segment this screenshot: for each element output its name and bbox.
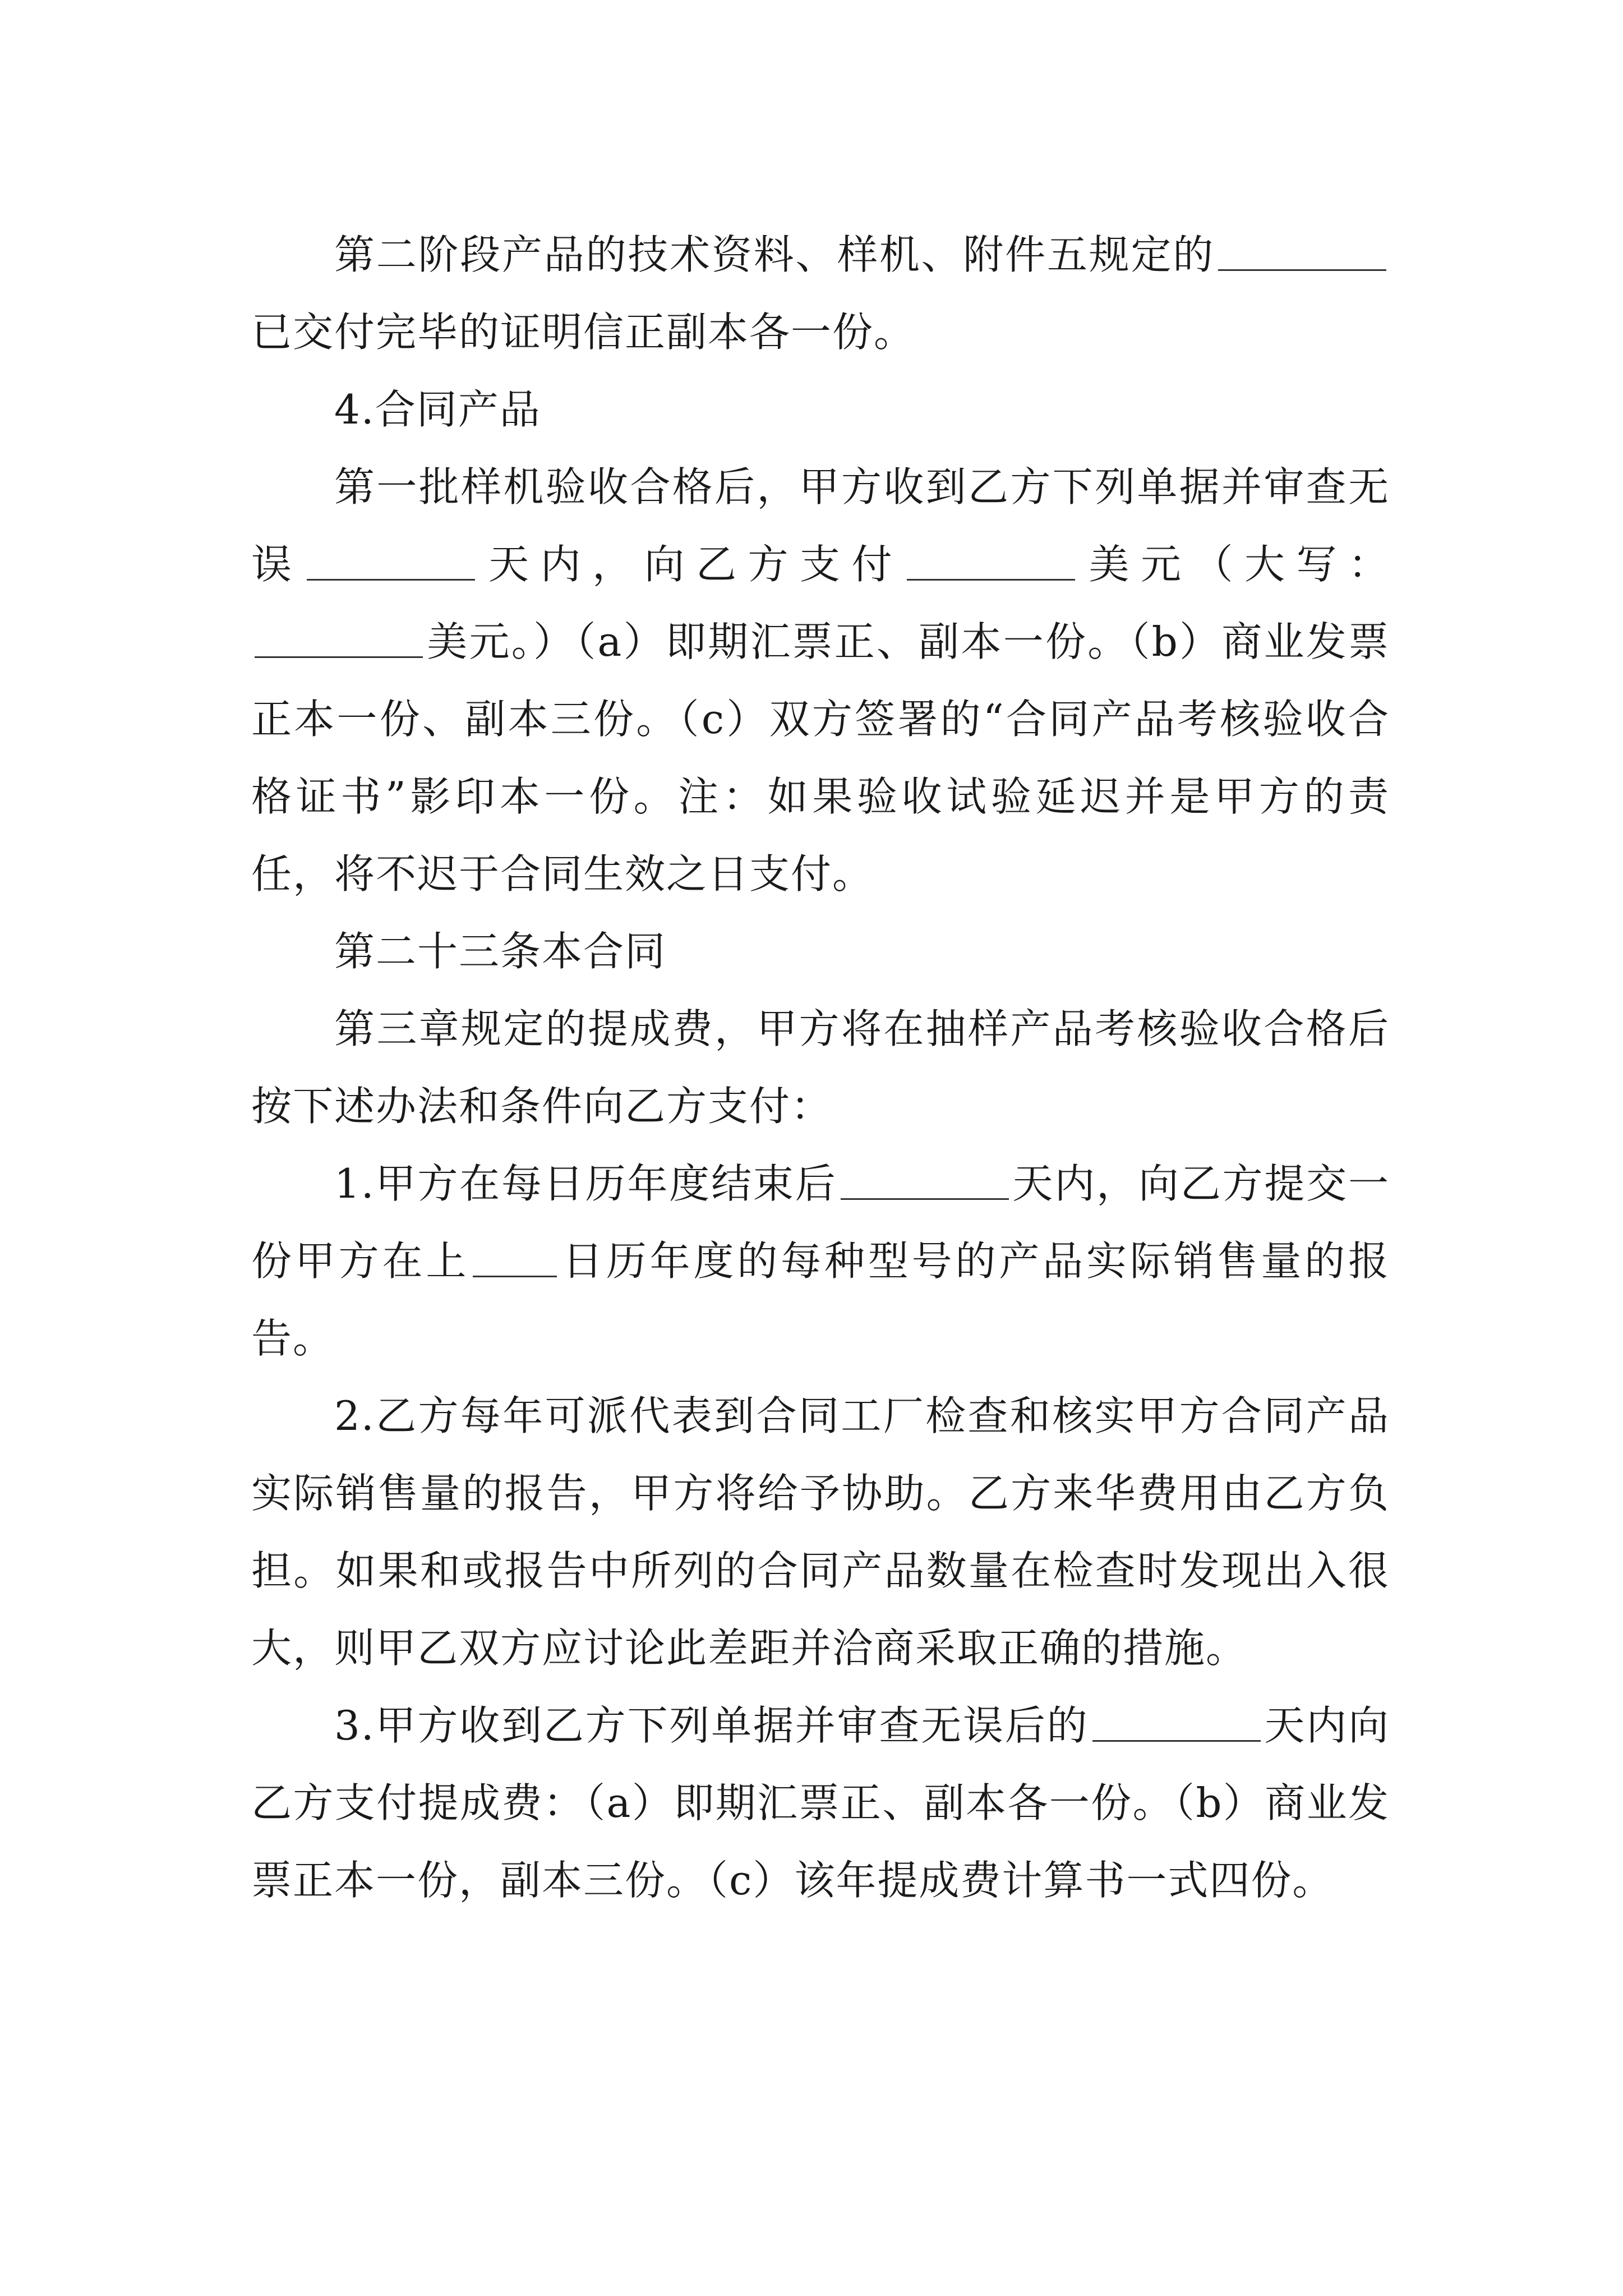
paragraph-item-2 <box>251 1377 1390 1687</box>
document-body <box>251 216 1390 1919</box>
fill-in-blank <box>307 542 475 581</box>
paragraph-text: 已交付完毕的证明信正副本各一份。 <box>251 309 916 356</box>
fill-in-blank <box>1218 233 1386 271</box>
paragraph-text: 第一批样机验收合格后，甲方收到乙方下列单据并审查无误 <box>251 463 1390 588</box>
paragraph-first-batch-payment <box>251 448 1390 913</box>
fill-in-blank <box>841 1162 1009 1200</box>
paragraph-text: 第三章规定的提成费，甲方将在抽样产品考核验收合格后按下述办法和条件向乙方支付： <box>251 1005 1390 1130</box>
paragraph-text: 第二阶段产品的技术资料、样机、附件五规定的 <box>334 231 1215 278</box>
paragraph-article-23 <box>251 913 1390 990</box>
paragraph-text: 天内，向乙方提交一份甲方在上 <box>251 1160 1390 1285</box>
paragraph-text: 第二十三条本合同 <box>334 928 667 975</box>
paragraph-heading-contract-product <box>251 371 1390 448</box>
paragraph-text: 天内，向乙方支付 <box>478 541 903 588</box>
paragraph-text: 1.甲方在每日历年度结束后 <box>334 1160 837 1207</box>
fill-in-blank <box>907 542 1075 581</box>
fill-in-blank <box>1092 1704 1261 1742</box>
paragraph-text: 2.乙方每年可派代表到合同工厂检查和核实甲方合同产品实际销售量的报告，甲方将给予协助。乙方来华费用由乙方负担。如果和或报告中所列的合同产品数量在检查时发现出入很大，则甲乙双方应讨论此差距并洽商采取正确的措施。 <box>251 1392 1390 1672</box>
paragraph-text: 3.甲方收到乙方下列单据并审查无误后的 <box>334 1702 1089 1749</box>
paragraph-text: 美元（大写： <box>1078 541 1390 588</box>
fill-in-blank <box>255 620 423 658</box>
paragraph-item-3 <box>251 1687 1390 1919</box>
paragraph-text: 天内向乙方支付提成费：（a）即期汇票正、副本各一份。（b）商业发票正本一份，副本三份。（c）该年提成费计算书一式四份。 <box>251 1702 1390 1904</box>
paragraph-royalty-terms <box>251 990 1390 1145</box>
fill-in-blank <box>473 1239 557 1277</box>
paragraph-text: 4.合同产品 <box>334 386 541 433</box>
paragraph-text: 美元。）（a）即期汇票正、副本一份。（b）商业发票正本一份、副本三份。（c）双方签署的“合同产品考核验收合格证书”影印本一份。注：如果验收试验延迟并是甲方的责任，将不迟于合同生效之日支付。 <box>251 618 1390 898</box>
paragraph-item-1 <box>251 1145 1390 1377</box>
paragraph-stage-two-documents <box>251 216 1390 371</box>
paragraph-text: 日历年度的每种型号的产品实际销售量的报告。 <box>251 1237 1390 1362</box>
